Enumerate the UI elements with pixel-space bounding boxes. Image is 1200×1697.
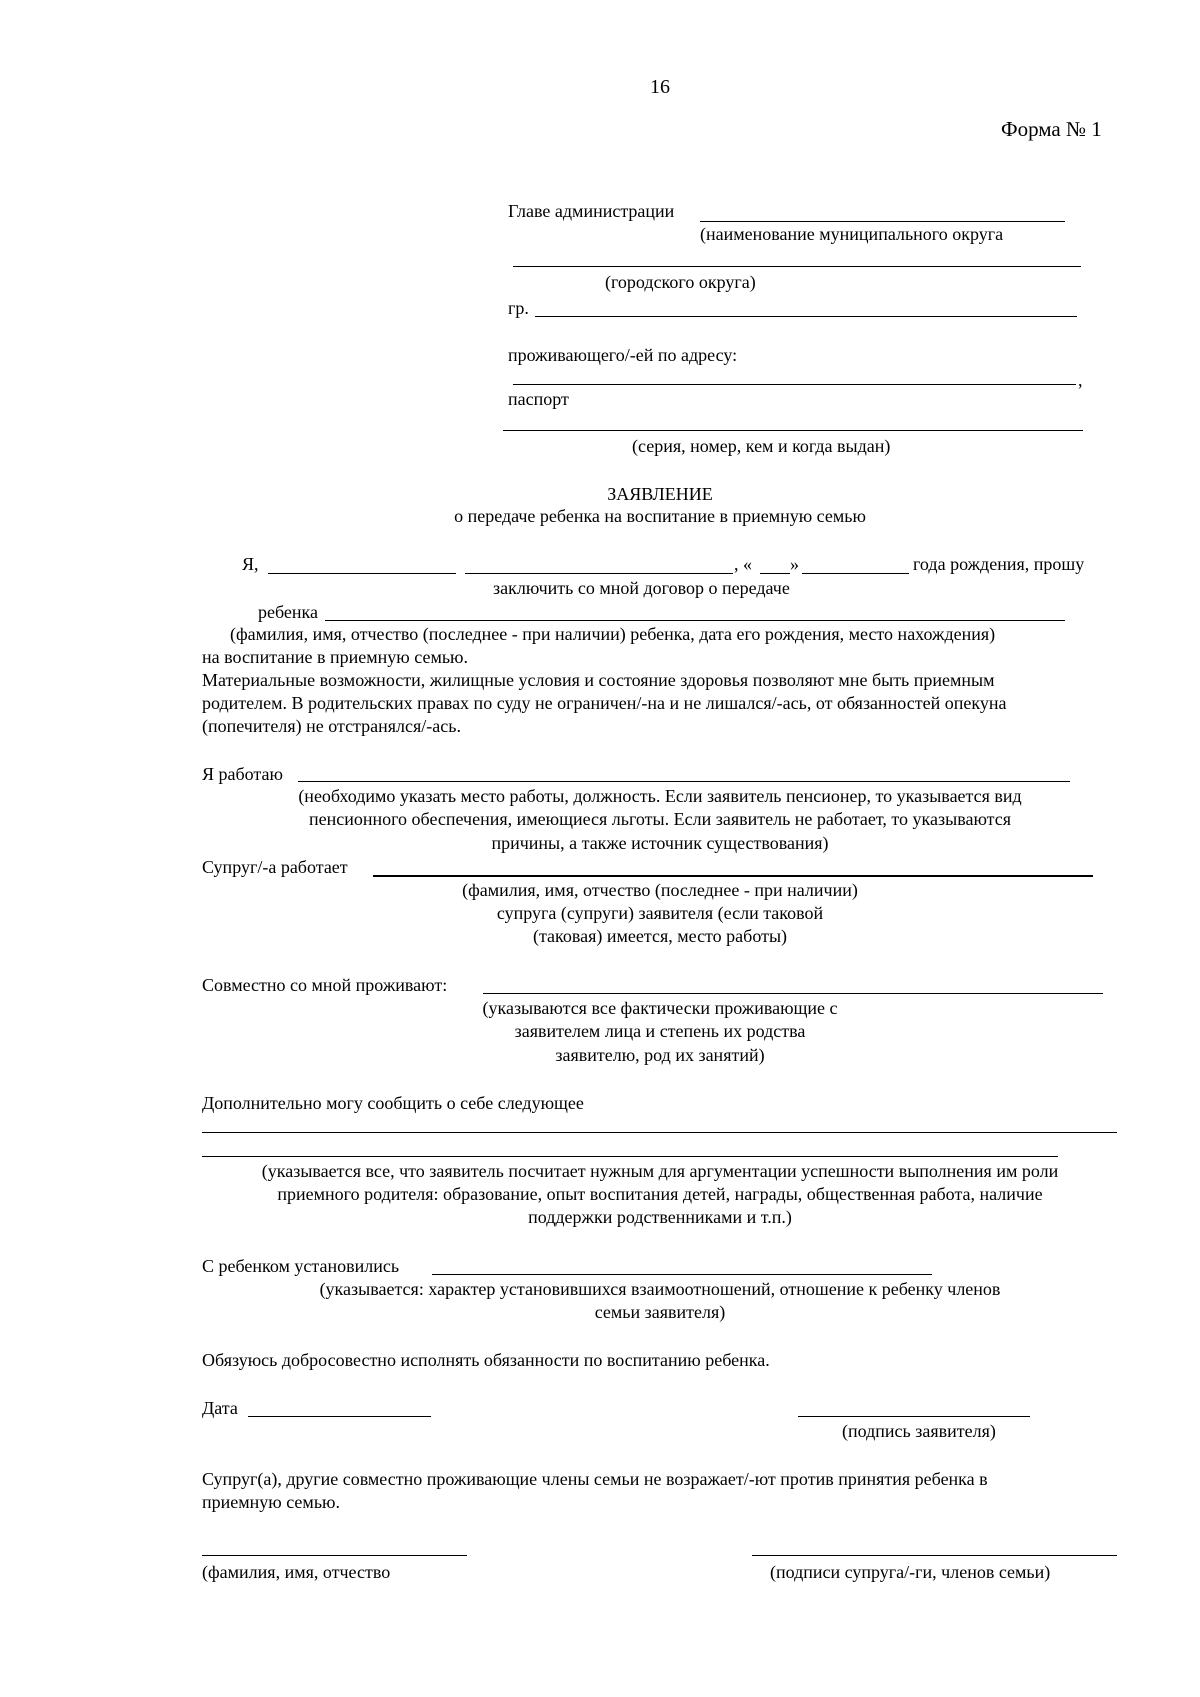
work-caption-2: пенсионного обеспечения, имеющиеся льготы. Если заявитель не работает, то указываются xyxy=(308,809,1012,829)
family-name-line xyxy=(202,1555,467,1556)
city-caption: (городского округа) xyxy=(605,272,756,292)
consent-line-2: приемную семью. xyxy=(202,1492,340,1512)
relationship-label: С ребенком установились xyxy=(202,1256,400,1276)
additional-caption-3: поддержки родственниками и т.п.) xyxy=(528,1207,792,1227)
document-title: ЗАЯВЛЕНИЕ xyxy=(607,484,713,504)
obligation-text: Обязуюсь добросовестно исполнять обязанности по воспитанию ребенка. xyxy=(202,1350,770,1370)
conditions-paragraph-3: (попечителя) не отстранялся/-ась. xyxy=(202,716,461,736)
cohabitants-line xyxy=(483,993,1103,994)
date-label: Дата xyxy=(202,1398,238,1418)
city-district-line xyxy=(513,266,1081,267)
applicant-ya-label: Я, xyxy=(242,554,259,574)
additional-caption-2: приемного родителя: образование, опыт воспитания детей, награды, общественная работа, наличие xyxy=(277,1184,1043,1204)
family-signatures-line xyxy=(752,1555,1117,1556)
child-caption: (фамилия, имя, отчество (последнее - при наличии) ребенка, дата его рождения, место нахождения) xyxy=(230,624,996,644)
passport-label: паспорт xyxy=(508,389,569,409)
applicant-signature-caption: (подпись заявителя) xyxy=(842,1421,996,1441)
consent-line-1: Супруг(а), другие совместно проживающие члены семьи не возражает/-ют против принятия ребенка в xyxy=(202,1469,988,1489)
work-label: Я работаю xyxy=(202,764,283,784)
additional-line-1 xyxy=(202,1132,1117,1133)
cohabitants-caption-1: (указываются все фактически проживающие с xyxy=(482,998,838,1018)
spouse-work-line xyxy=(373,875,1093,877)
cohabitants-caption-2: заявителем лица и степень их родства xyxy=(514,1021,806,1041)
applicant-name-line xyxy=(465,573,733,574)
birth-month-line xyxy=(802,573,909,574)
work-caption-3: причины, а также источник существования) xyxy=(491,833,829,853)
birthdate-open-quote: , « xyxy=(734,554,752,574)
citizen-label: гр. xyxy=(508,298,529,318)
relationship-line xyxy=(432,1274,932,1275)
applicant-surname-line xyxy=(268,573,456,574)
passport-caption: (серия, номер, кем и когда выдан) xyxy=(632,436,891,456)
birth-year-text: года рождения, прошу xyxy=(913,554,1085,574)
citizen-name-line xyxy=(535,316,1077,317)
work-line xyxy=(298,781,1070,782)
relationship-caption-2: семьи заявителя) xyxy=(594,1302,726,1322)
cohabitants-label: Совместно со мной проживают: xyxy=(202,975,448,995)
head-admin-label: Главе администрации xyxy=(508,201,675,221)
municipal-caption: (наименование муниципального округа xyxy=(700,224,1004,244)
additional-line-2 xyxy=(202,1156,1058,1157)
conditions-paragraph-1: Материальные возможности, жилищные условия и состояние здоровья позволяют мне быть приемным xyxy=(202,670,995,690)
conditions-paragraph-2: родителем. В родительских правах по суду не ограничен/-на и не лишался/-ась, от обязанностей опекуна xyxy=(202,693,1007,713)
date-line xyxy=(248,1416,431,1417)
page-number: 16 xyxy=(650,76,670,98)
cohabitants-caption-3: заявителю, род их занятий) xyxy=(555,1045,765,1065)
additional-label: Дополнительно могу сообщить о себе следующее xyxy=(202,1093,584,1113)
additional-caption-1: (указывается все, что заявитель посчитает нужным для аргументации успешности выполнения им роли xyxy=(261,1161,1059,1181)
child-details-line xyxy=(325,620,1065,621)
birthdate-close-quote: » xyxy=(790,554,799,574)
document-subtitle: о передаче ребенка на воспитание в приемную семью xyxy=(454,506,866,526)
child-label: ребенка xyxy=(258,602,318,622)
spouse-caption-2: супруга (супруги) заявителя (если таковой xyxy=(496,903,824,923)
address-comma: , xyxy=(1078,370,1083,390)
spouse-caption-1: (фамилия, имя, отчество (последнее - при наличии) xyxy=(462,880,858,900)
family-name-caption: (фамилия, имя, отчество xyxy=(202,1562,391,1582)
spouse-work-label: Супруг/-а работает xyxy=(202,857,348,877)
address-line xyxy=(513,384,1076,385)
relationship-caption-1: (указывается: характер установившихся взаимоотношений, отношение к ребенку членов xyxy=(319,1279,1001,1299)
foster-text: на воспитание в приемную семью. xyxy=(202,647,469,667)
spouse-caption-3: (таковая) имеется, место работы) xyxy=(532,926,788,946)
contract-request-text: заключить со мной договор о передаче xyxy=(493,578,790,598)
form-label: Форма № 1 xyxy=(1001,117,1102,141)
passport-line xyxy=(503,430,1083,431)
municipal-name-line xyxy=(700,221,1065,222)
residing-label: проживающего/-ей по адресу: xyxy=(508,345,738,365)
work-caption-1: (необходимо указать место работы, должность. Если заявитель пенсионер, то указывается вид xyxy=(298,786,1022,806)
birth-day-line xyxy=(760,573,790,574)
family-signatures-caption: (подписи супруга/-ги, членов семьи) xyxy=(770,1562,1051,1582)
applicant-signature-line xyxy=(798,1416,1030,1417)
